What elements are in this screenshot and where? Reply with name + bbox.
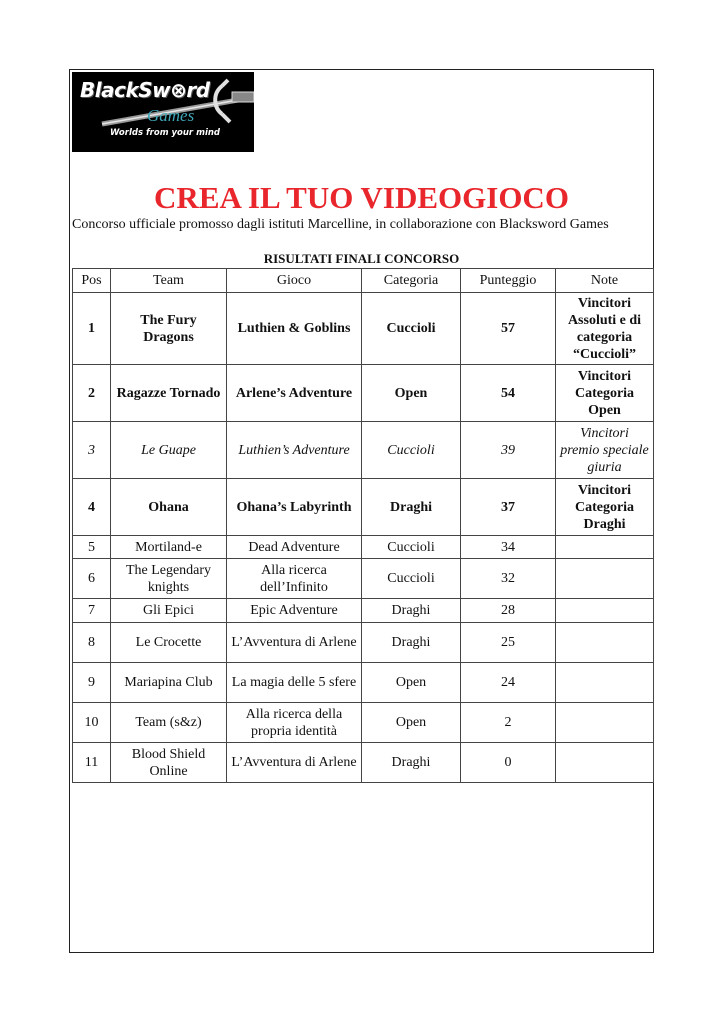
table-row (73, 536, 654, 559)
cell-punteggio: 34 (461, 536, 556, 559)
column-header-gioco: Gioco (227, 269, 362, 293)
cell-team: The Fury Dragons (111, 293, 227, 365)
cell-punteggio: 2 (461, 703, 556, 743)
cell-categoria: Cuccioli (362, 422, 461, 479)
cell-note (556, 663, 654, 703)
cell-team: Ohana (111, 479, 227, 536)
cell-pos: 1 (73, 293, 111, 365)
cell-note: Vincitori Categoria Open (556, 365, 654, 422)
cell-categoria: Open (362, 365, 461, 422)
cell-gioco: Ohana’s Labyrinth (227, 479, 362, 536)
cell-note (556, 703, 654, 743)
cell-gioco: Luthien & Goblins (227, 293, 362, 365)
cell-pos: 9 (73, 663, 111, 703)
cell-categoria: Open (362, 663, 461, 703)
cell-team: Ragazze Tornado (111, 365, 227, 422)
column-header-team: Team (111, 269, 227, 293)
column-header-note: Note (556, 269, 654, 293)
table-row (73, 663, 654, 703)
table-row (73, 743, 654, 783)
cell-team: Mariapina Club (111, 663, 227, 703)
logo-brand: BlackSw⊗rd (80, 78, 210, 102)
cell-gioco: Epic Adventure (227, 599, 362, 623)
table-row (73, 479, 654, 536)
table-row (73, 365, 654, 422)
cell-pos: 2 (73, 365, 111, 422)
logo-sub: Games (147, 106, 195, 125)
cell-pos: 6 (73, 559, 111, 599)
cell-categoria: Cuccioli (362, 536, 461, 559)
cell-punteggio: 32 (461, 559, 556, 599)
cell-categoria: Draghi (362, 743, 461, 783)
cell-pos: 11 (73, 743, 111, 783)
cell-gioco: Alla ricerca dell’Infinito (227, 559, 362, 599)
cell-punteggio: 24 (461, 663, 556, 703)
table-row (73, 293, 654, 365)
table-row (73, 623, 654, 663)
cell-categoria: Draghi (362, 623, 461, 663)
cell-gioco: La magia delle 5 sfere (227, 663, 362, 703)
cell-note (556, 559, 654, 599)
page-subtitle: Concorso ufficiale promosso dagli istituti Marcelline, in collaborazione con Blacksword Games (72, 217, 609, 232)
cell-punteggio: 28 (461, 599, 556, 623)
blacksword-logo (72, 72, 254, 152)
table-row (73, 703, 654, 743)
cell-pos: 4 (73, 479, 111, 536)
cell-punteggio: 39 (461, 422, 556, 479)
page-title: CREA IL TUO VIDEOGIOCO (154, 180, 569, 215)
cell-gioco: L’Avventura di Arlene (227, 623, 362, 663)
cell-pos: 5 (73, 536, 111, 559)
table-row (73, 559, 654, 599)
cell-team: Mortiland-e (111, 536, 227, 559)
cell-gioco: Dead Adventure (227, 536, 362, 559)
logo-tagline: Worlds from your mind (110, 128, 220, 138)
cell-team: The Legendary knights (111, 559, 227, 599)
cell-pos: 7 (73, 599, 111, 623)
table-row (73, 422, 654, 479)
cell-note: Vincitori premio speciale giuria (556, 422, 654, 479)
table-header-row (73, 269, 654, 293)
cell-note: Vincitori Assoluti e di categoria “Cuccioli” (556, 293, 654, 365)
cell-gioco: Alla ricerca della propria identità (227, 703, 362, 743)
cell-note (556, 623, 654, 663)
cell-punteggio: 25 (461, 623, 556, 663)
cell-categoria: Draghi (362, 599, 461, 623)
cell-team: Blood Shield Online (111, 743, 227, 783)
cell-punteggio: 57 (461, 293, 556, 365)
cell-team: Le Crocette (111, 623, 227, 663)
cell-pos: 10 (73, 703, 111, 743)
cell-pos: 3 (73, 422, 111, 479)
cell-note (556, 536, 654, 559)
table-title: RISULTATI FINALI CONCORSO (263, 251, 460, 266)
cell-categoria: Open (362, 703, 461, 743)
cell-pos: 8 (73, 623, 111, 663)
cell-team: Team (s&z) (111, 703, 227, 743)
cell-gioco: Arlene’s Adventure (227, 365, 362, 422)
cell-punteggio: 37 (461, 479, 556, 536)
cell-note (556, 743, 654, 783)
cell-punteggio: 54 (461, 365, 556, 422)
cell-note (556, 599, 654, 623)
cell-note: Vincitori Categoria Draghi (556, 479, 654, 536)
cell-team: Le Guape (111, 422, 227, 479)
cell-team: Gli Epici (111, 599, 227, 623)
cell-categoria: Cuccioli (362, 293, 461, 365)
table-row (73, 599, 654, 623)
cell-gioco: Luthien’s Adventure (227, 422, 362, 479)
cell-categoria: Cuccioli (362, 559, 461, 599)
cell-punteggio: 0 (461, 743, 556, 783)
cell-categoria: Draghi (362, 479, 461, 536)
column-header-punteggio: Punteggio (461, 269, 556, 293)
column-header-pos: Pos (73, 269, 111, 293)
results-table (72, 268, 654, 783)
column-header-categoria: Categoria (362, 269, 461, 293)
cell-gioco: L’Avventura di Arlene (227, 743, 362, 783)
